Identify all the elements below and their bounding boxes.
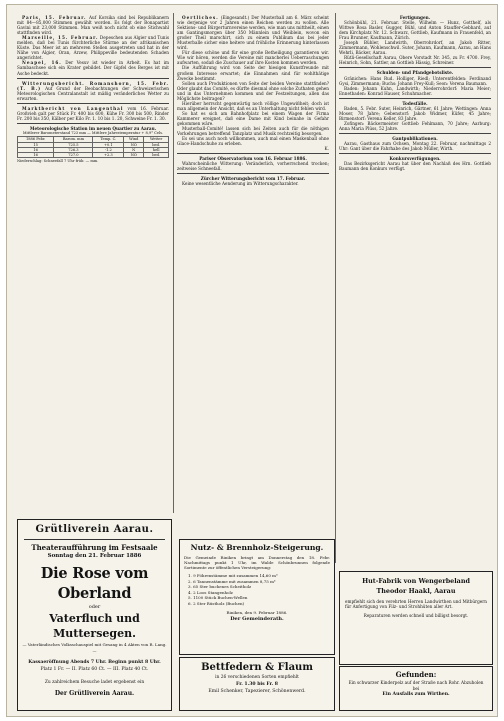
precip-note: Niederschlag: Schneefall 7 Uhr früh: — mm. (17, 159, 99, 164)
article-text: Auf Korsika sind bei Republikanern mit 84—85,000 Stimmen gewählt worden. Es folgt der Bonapartist Gavini mit 23,000 Stimmen. Man weiß noch nicht ob eine Stichwahl stattfinden wird. (17, 15, 169, 36)
signature: K. (324, 146, 329, 152)
ad-text: Die Gemeinde Riniken bringt am Donnerstag den 18. Febr. Nachmittags punkt 1 Uhr, im Walde Schönbrunnen folgende Sortimente zur öffentlichen Versteigerung: (184, 555, 330, 570)
divider (339, 98, 491, 99)
ad-owner: Theodor Haakl, Aarau (376, 587, 456, 595)
ad-invite: Zu zahlreichem Besuche ladet ergebenst ein (44, 680, 145, 685)
auction-item: 4. 2 Loos Stangenholz (188, 589, 233, 595)
table-cell: N (124, 147, 144, 152)
article-text: Wahrscheinliche Witterung: Veränderlich, vorherrschend trocken; zeitweise Schneefall. (177, 161, 329, 172)
auction-item: 2. 6 Tannenstämme mit zusammen 8,75 m³ (188, 578, 276, 584)
table-cell: -1.2 (93, 147, 124, 152)
article-text: Der Vesuv ist wieder in Arbeit. Es hat im Sambaschsee sich ein Krater gebildet. Der Gipfel des Berges ist mit Asche bedeckt. (17, 60, 169, 76)
section-heading: Witterungsbericht. Romanshorn, 15. Febr. (T. B.) (17, 80, 169, 91)
dateline: Marseille, 15. Februar. (22, 35, 99, 41)
section-heading: Schulden- und Pfandgebotsliste. (376, 70, 454, 76)
hat-factory-advertisement (339, 571, 493, 665)
article-text: Aarau, Gasthaus zum Ochsen, Montag 22. Februar, nachmittags 2 Uhr: Gant über die Fahrhabe des Jakob Müller, Wirth. (339, 141, 491, 152)
article-text: Sollen auch Produktionen von Seite der beiden Vereine stattfinden? Oder glaubt das Comité, es dürfte diesmal ohne solche Zuthaten gehen und in das Unternehmen kommen und der Festzeitungen, allen das Möglichste beitragen? (177, 80, 329, 101)
table-cell: 726.3 (54, 147, 93, 152)
article-text: Es sei uns auch noch willkommen, auch mal einen Maskenball ohne Glace-Handschuhe zu erleben. (177, 136, 329, 147)
column-rule (335, 13, 336, 563)
ad-signature: Der Grütliverein Aarau. (54, 690, 135, 697)
divider (339, 133, 491, 134)
article-text: Keine wesentliche Aenderung im Witterungscharakter. (182, 181, 299, 187)
ad-text: Ein schwarzer Kinderpelz auf der Straße nach Rohr. Abzuholen bei (348, 680, 484, 691)
auction-item: 5. 1100 Stück Buchen-Wellen (188, 595, 248, 600)
ad-description: — Vaterländisches Volksschauspiel mit Gesang in 4 Akten von R. Lang. — (22, 642, 167, 653)
ad-title: Die Rose vom Oberland (40, 565, 149, 602)
article-text: Zofingen: Bäckermeister Gottlieb Fehlmann, 70 Jahre; Aarburg: Anna Maria Plüss, 52 Jahre. (339, 120, 491, 131)
auction-item: 3. 65 Ster buchenes Scheitholz (188, 584, 252, 589)
table-cell: hell (144, 147, 169, 152)
ad-subtitle: in 26 verschiedenen Sorten empfiehlt (215, 675, 299, 680)
table-cell: NO (124, 152, 144, 157)
table-cell: 725.5 (54, 142, 93, 147)
article-text: Das Bezirksgericht Aarau hat über den Nachlaß des Hrn. Gottlieb Baumann den Konkurs verfügt. (339, 161, 491, 172)
ad-prices: Platz 1 Fr. — II. Platz 60 Ct. — III. Platz 40 Ct. (40, 667, 149, 672)
table-cell: +2.3 (93, 152, 124, 157)
auction-item: 1. 9 Föhrenstämme mit zusammen 14,60 m³ (188, 573, 278, 578)
article-text: Depeschen aus Algier und Tunis melden, daß bei Tunis fürchterliche Stürme an der afrikanischen Küste. Das Meer ist an mehreren Stellen ausgetreten und hat in der Nähe von Algier, Oran, Arzew, Philippeville bedeutenden Schaden angerichtet. (17, 35, 169, 61)
column-middle (177, 15, 329, 495)
newspaper-page (6, 4, 498, 717)
ad-title: Hut-Fabrik von Wengerbeland (362, 577, 470, 585)
table-header: 1886 Febr. (18, 137, 54, 142)
ad-subtitle: Vaterfluch und Muttersegen. (49, 612, 140, 640)
ad-signature: Der Gemeinderath. (230, 616, 284, 622)
ad-date: Sonntag den 21. Februar 1886 (47, 553, 142, 559)
divider (17, 123, 169, 124)
section-heading: Konkursverfügungen. (389, 156, 441, 162)
article-text: Rütli-Gesellschaft Aarau, Obere Vorstadt Nr. 345, zu Fr. 4700. Frey, Heinrich, Sohn, Sattler, an Gottlieb Hässig, Schreiner. (339, 55, 491, 66)
divider (177, 173, 329, 174)
column-right (339, 15, 491, 570)
section-heading: Gantpublikationen. (392, 135, 438, 141)
article-text: Auf Grund der Beobachtungen der Schweizerischen Meteorologischen Centralanstalt ist mäßig veränderliches Wetter zu erwarten. (17, 85, 169, 101)
article-text: Der Musterball am 6. März scheint wie derjenige vor 2 Jahren einen Reichen werden zu wollen. Alle Sektions- und Bürgerturnvereine werden, wie man uns mittheilt, einen am Gantingsmorgen über 350 Männlein und Weiblein, wovon ein großer Theil marschirt, sich zu einem Publikum das bei jeder Musterballe sicher eine heitere und fröhliche Erinnerung hinterlassen wird. (177, 15, 329, 51)
article-text: Baden, 5. Febr. Suter, Heinrich, Gärtner, 61 Jahre; Wettingen: Anna Moser, 78 Jahre; Gebenstorf: Jakob Widmer, Küfer, 45 Jahre; Birmenstorf: Verena Keller, 83 Jahre. (339, 105, 491, 121)
ad-line: Theateraufführung im Festsaale (31, 543, 158, 552)
station-heading: Meteorologische Station im neuen Quartier zu Aarau. (29, 125, 157, 131)
table-cell: bed. (144, 142, 169, 147)
ad-opening-time: Kassaeröffnung Abends 7 Uhr. Beginn punkt 8 Uhr. (28, 660, 161, 665)
table-cell: 16 (18, 147, 54, 152)
section-subheading: (Eingesandt.) (220, 15, 250, 20)
section-heading: Marktbericht von Langenthal (22, 105, 124, 111)
found-notice (339, 666, 493, 711)
article-text: Die Aufführung wird von Seite der hiesigen Kunstfreunde mit großem Interesse erwartet; die Einnahmen sind für wohlthätige Zwecke bestimmt. (177, 65, 329, 81)
article-text: vom 16. Februar. Großvieh galt per Stück Fr. 400 bis 600, Kühe Fr. 300 bis 500, Rinder Fr. 200 bis 350, Kälber per Kilo Fr. 1. 10 bis 1. 20, Schweine Fr. 1. 30. (17, 105, 169, 121)
ad-price: Fr. 1.30 bis Fr. 8 (236, 682, 278, 687)
divider (17, 103, 169, 104)
table-header: Temp. C. (93, 137, 124, 142)
article-text: Für diese schöne und für eine große Betheiligung garantieren wir. Wie wir hören, werden die Vereine mit mancherlei Ueberraschungen aufwarten, sodaß die Zuschauer auf ihre Kosten kommen werden. (177, 50, 329, 66)
article-text: Baden: Johann Kuhn, Landwirth; Niederrohrdorf: Maria Meier; Ennetbaden: Konrad Hauser, Schuhmacher. (339, 85, 491, 96)
divider (177, 153, 329, 154)
article-text: Schönbühl, 21. Februar. Stelle, Wilhelm — Hunz, Gotthelf, als Wittwe Rosa Basler, Gugger, Bühl, und Anton Stauffer-Gebhard, auf dem Kirchplatz Nr. 12. Schwarz, Gottlieb, Kaufmann in Frauenfeld, an Frau Brunner, Kaufmann, Zürich. (339, 20, 491, 41)
weather-table (17, 136, 169, 158)
ad-date: Riniken, den 9. Februar 1886. (226, 610, 288, 615)
section-heading: Fertigungen. (399, 15, 431, 20)
dateline: Paris, 15. Februar. (22, 15, 87, 20)
section-heading: Pariser Observatorium vom 16. Februar 1886. (199, 156, 307, 162)
timber-auction-advertisement (179, 539, 335, 655)
table-cell: +0.1 (93, 142, 124, 147)
ad-signature: Emil Schenker, Tapezierer, Schönenwerd. (208, 689, 306, 694)
article-text: Joseph Bühler, Landwirth, Oberrohrdorf, an Jakob Ritter, Zimmermann, Wohlenschwil. Suter, Johann, Kaufmann, Aarau, an Hans Wehrli, Bäcker, Aarau. (339, 40, 491, 56)
article-text: Musterball-Comité! lassen sich bei Zeiten auch für die nöthigen Vorkehrungen betreffend Tanzplatz und Musik rechtzeitig besorgen. (177, 126, 329, 137)
divider (17, 78, 169, 79)
section-heading: Zürcher Witterungsbericht vom 17. Februar. (200, 176, 306, 182)
auction-item: 6. 2 Ster Rüstholz (Buchen) (188, 600, 245, 606)
article-text: So hat es sich am Bahnhofplatz bei einem Wagen der Firma Kammerer ereignet, daß eine Dame mit Kind beinahe in Gefahr gekommen wäre. (177, 110, 329, 126)
divider (339, 67, 491, 68)
ad-text: empfiehlt sich den verehrten Herren Landwirthen und Mitbürgern für Anfertigung von Filz- und Strohhüten aller Art. (345, 599, 487, 610)
table-cell: 727.0 (54, 152, 93, 157)
table-cell: 15 (18, 142, 54, 147)
ad-title: Gefunden: (395, 670, 437, 679)
dateline: Neapel, 16. (22, 60, 62, 66)
section-heading: Todesfälle. (402, 100, 428, 106)
column-rule (173, 13, 174, 513)
station-note: Mittlerer Barometerstand 723 mm — Mittlere Jahrestemperatur + 8,9° Cels. (22, 130, 164, 135)
ad-oder: oder (88, 604, 101, 610)
bettfedern-advertisement (179, 657, 335, 711)
table-header: Barom. mm (54, 137, 93, 142)
article-text: Hierüber herrscht gegenwärtig noch völlige Ungewißheit; doch ist man allgemein der Ansicht, daß es an Unterhaltung nicht fehlen wird. (177, 100, 329, 111)
table-cell: bed. (144, 152, 169, 157)
ad-title: Bettfedern & Flaum (201, 662, 313, 673)
table-cell: 16 (18, 152, 54, 157)
article-text: Gränichen: Hans Rud. Holliger, Riedl; Unterentfelden: Ferdinand Gysi, Zimmermann; Buchs: Johann Frey-Kull; Seon: Verena Baumann. (339, 75, 491, 86)
table-cell: NO (124, 142, 144, 147)
theatre-advertisement (17, 519, 172, 711)
ad-club-name: Grütliverein Aarau. (35, 524, 154, 535)
table-row (18, 152, 169, 157)
table-header: Wind (124, 137, 144, 142)
ad-signature: Ein Ausfalls zum Wirthen. (382, 692, 450, 698)
section-heading: Oertliches. (182, 15, 219, 20)
column-left (17, 15, 169, 510)
ad-note: Reparaturen werden schnell und billigst besorgt. (363, 612, 469, 618)
ad-title: Nutz- & Brennholz-Steigerung. (190, 543, 324, 552)
table-header: Wetter (144, 137, 169, 142)
divider (339, 153, 491, 154)
